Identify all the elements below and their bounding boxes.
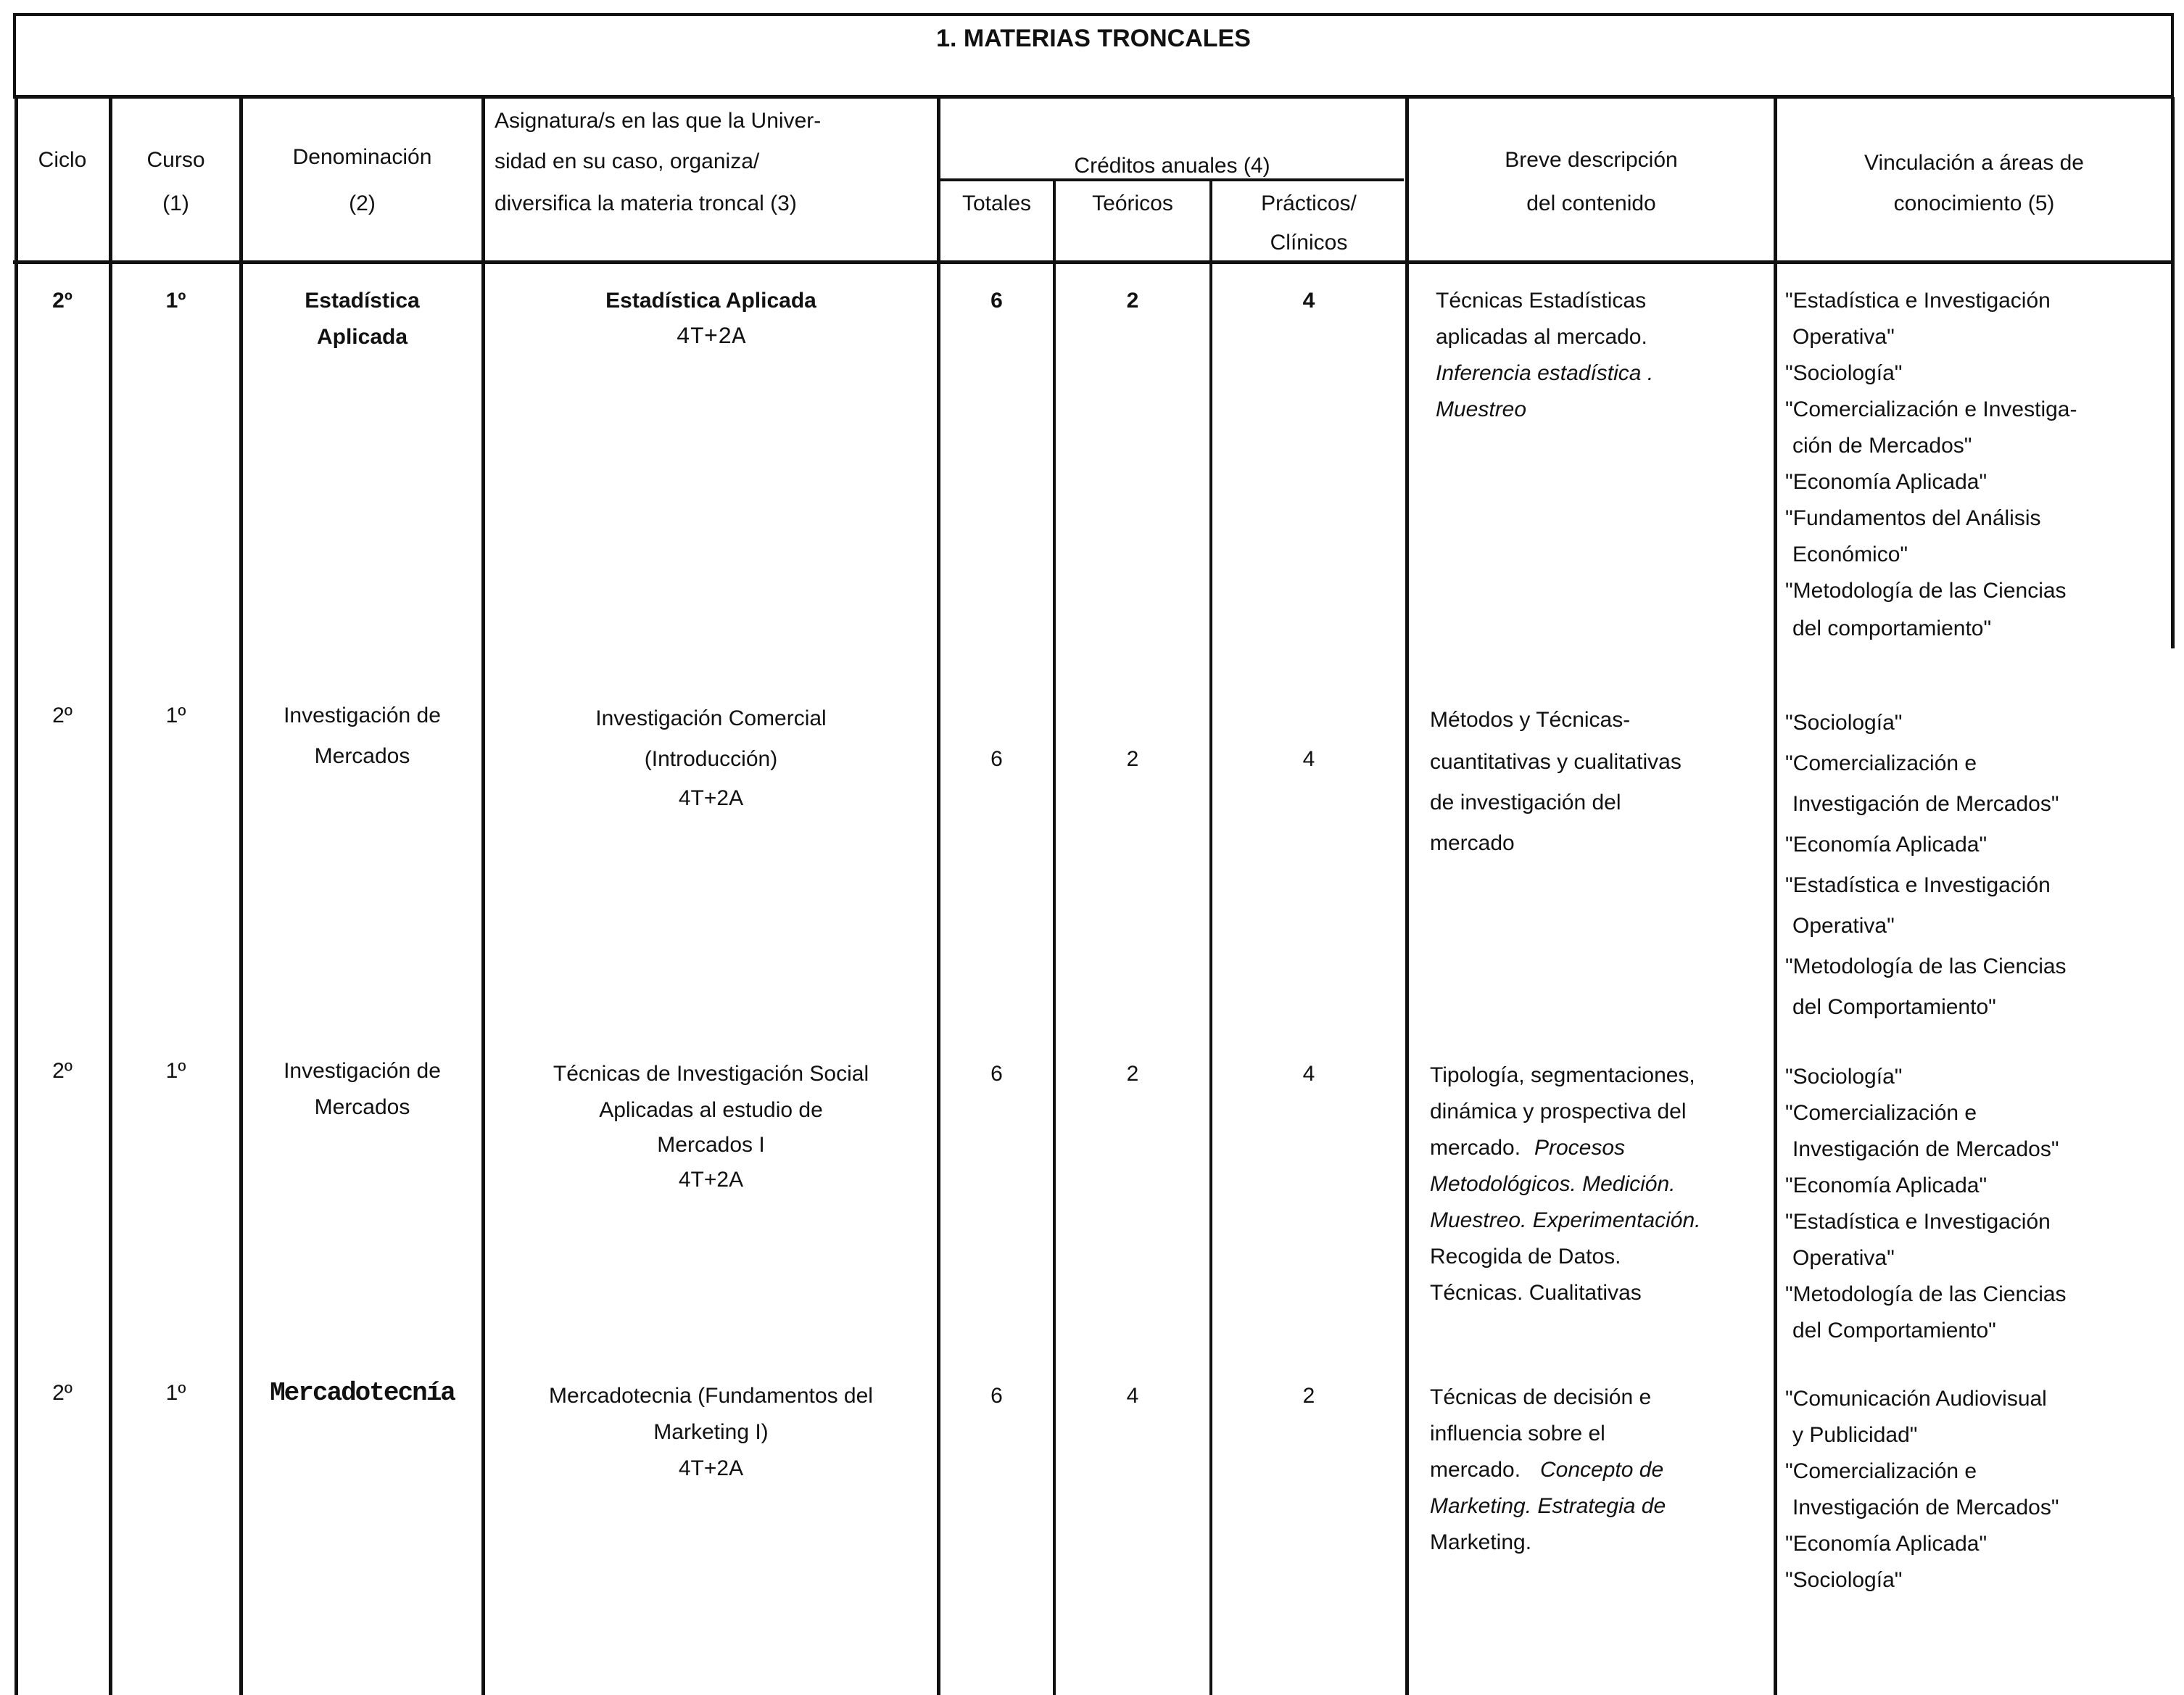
cell-ciclo: 2º (52, 704, 73, 727)
title-top-border (13, 13, 2174, 16)
cell-vinculacion: Económico" (1792, 543, 1908, 566)
col-line-7 (1405, 97, 1409, 1695)
cell-vinculacion: Investigación de Mercados" (1792, 1496, 2059, 1519)
cell-descripcion: dinámica y prospectiva del (1430, 1100, 1687, 1123)
col-line-8 (1774, 97, 1777, 1695)
cell-vinculacion: "Economía Aplicada" (1785, 1174, 1987, 1197)
cell-vinculacion: "Metodología de las Ciencias (1785, 579, 2067, 603)
cell-denominacion: Mercados (314, 744, 410, 768)
cell-vinculacion: Operativa" (1792, 914, 1895, 938)
cell-asignatura: Técnicas de Investigación Social (553, 1062, 869, 1086)
cell-descripcion: mercado (1430, 831, 1515, 855)
cell-descripcion: Técnicas de decisión e (1430, 1385, 1652, 1409)
cell-ciclo: 2º (52, 289, 73, 313)
cell-practicos: 4 (1302, 1062, 1315, 1086)
cell-vinculacion: "Sociología" (1785, 1568, 1903, 1592)
cell-teoricos: 2 (1126, 747, 1139, 771)
header-practicos: Prácticos/ (1261, 191, 1357, 215)
header-curso: Curso (146, 148, 205, 172)
cell-descripcion: cuantitativas y cualitativas (1430, 750, 1682, 774)
cell-vinculacion: "Sociología" (1785, 361, 1903, 385)
cell-practicos: 4 (1302, 747, 1315, 771)
cell-vinculacion: "Comercialización e (1785, 751, 1977, 775)
header-asignatura-line1: Asignatura/s en las que la Univer- (495, 109, 822, 133)
cell-practicos: 2 (1302, 1384, 1315, 1408)
cell-vinculacion: ción de Mercados" (1792, 434, 1972, 458)
col-line-0 (15, 97, 18, 1695)
cell-denominacion: Mercados (314, 1095, 410, 1119)
cell-vinculacion: Operativa" (1792, 1246, 1895, 1270)
cell-vinculacion: "Comercialización e Investiga- (1785, 397, 2077, 421)
cell-asignatura-credits: 4T+2A (678, 1168, 744, 1192)
cell-descripcion: Muestreo (1436, 397, 1527, 421)
cell-vinculacion: "Sociología" (1785, 1065, 1903, 1089)
cell-descripcion: Marketing. (1430, 1530, 1532, 1554)
header-bottom-border (13, 260, 2174, 264)
cell-asignatura-credits: 4T+2A (678, 786, 744, 810)
col-line-6 (1209, 180, 1212, 1695)
cell-descripcion: Muestreo. Experimentación. (1430, 1208, 1701, 1232)
header-denominacion: Denominación (292, 145, 432, 169)
col-line-4 (937, 97, 940, 1695)
cell-denominacion: Aplicada (316, 325, 408, 349)
header-totales: Totales (961, 191, 1032, 215)
cell-teoricos: 4 (1126, 1384, 1139, 1408)
cell-asignatura: Mercadotecnia (Fundamentos del (549, 1384, 873, 1408)
cell-asignatura: Marketing I) (653, 1420, 769, 1444)
cell-denominacion: Investigación de (284, 1059, 441, 1083)
cell-descripcion: aplicadas al mercado. (1436, 325, 1647, 349)
cell-asignatura-credits: 4T+2A (676, 323, 746, 350)
cell-vinculacion: "Fundamentos del Análisis (1785, 506, 2041, 530)
cell-totales: 6 (990, 289, 1003, 313)
cell-teoricos: 2 (1126, 289, 1139, 313)
cell-descripcion: Métodos y Técnicas- (1430, 708, 1631, 732)
cell-descripcion: Metodológicos. Medición. (1430, 1172, 1676, 1196)
cell-vinculacion: "Sociología" (1785, 711, 1903, 735)
cell-vinculacion: "Estadística e Investigación (1785, 873, 2051, 897)
cell-totales: 6 (990, 747, 1003, 771)
cell-denominacion: Investigación de (284, 704, 441, 727)
cell-teoricos: 2 (1126, 1062, 1139, 1086)
header-asignatura-line3: diversifica la materia troncal (3) (495, 191, 797, 215)
col-line-9 (2171, 97, 2175, 648)
cell-practicos: 4 (1302, 289, 1315, 313)
cell-vinculacion: "Comercialización e (1785, 1459, 1977, 1483)
cell-vinculacion: "Comunicación Audiovisual (1785, 1387, 2047, 1411)
cell-vinculacion: "Economía Aplicada" (1785, 833, 1987, 857)
col-line-5 (1053, 180, 1056, 1695)
title-bottom-border (13, 95, 2174, 99)
cell-vinculacion: "Metodología de las Ciencias (1785, 954, 2067, 978)
header-denominacion-note: (2) (349, 191, 376, 215)
cell-vinculacion: "Estadística e Investigación (1785, 1210, 2051, 1234)
cell-vinculacion: del Comportamiento" (1792, 995, 1996, 1019)
page-title: 1. MATERIAS TRONCALES (936, 25, 1251, 52)
cell-descripcion: Recogida de Datos. (1430, 1245, 1621, 1269)
cell-descripcion: Procesos (1534, 1136, 1626, 1160)
cell-descripcion: Técnicas. Cualitativas (1430, 1281, 1642, 1305)
cell-vinculacion: Investigación de Mercados" (1792, 792, 2059, 816)
header-descripcion: Breve descripción (1505, 148, 1678, 172)
cell-descripcion: de investigación del (1430, 791, 1621, 814)
cell-descripcion: mercado. (1430, 1136, 1521, 1160)
cell-vinculacion: "Economía Aplicada" (1785, 470, 1987, 494)
header-asignatura-line2: sidad en su caso, organiza/ (495, 149, 760, 173)
header-clinicos: Clínicos (1270, 231, 1348, 255)
header-curso-note: (1) (162, 191, 189, 215)
cell-denominacion: Estadística (305, 289, 420, 313)
header-teoricos: Teóricos (1092, 191, 1173, 215)
cell-vinculacion: del Comportamiento" (1792, 1319, 1996, 1343)
cell-ciclo: 2º (52, 1059, 73, 1083)
cell-curso: 1º (165, 704, 186, 727)
cell-descripcion: influencia sobre el (1430, 1422, 1605, 1446)
cell-asignatura: Mercados I (657, 1133, 765, 1157)
cell-curso: 1º (165, 1381, 186, 1405)
cell-descripcion: mercado. (1430, 1458, 1521, 1482)
header-vinculacion: Vinculación a áreas de (1864, 151, 2084, 175)
cell-descripcion: Inferencia estadística . (1436, 361, 1654, 385)
cell-curso: 1º (165, 289, 186, 313)
cell-vinculacion: y Publicidad" (1792, 1423, 1918, 1447)
cell-vinculacion: "Metodología de las Ciencias (1785, 1282, 2067, 1306)
cell-totales: 6 (990, 1062, 1003, 1086)
col-line-1 (109, 97, 112, 1695)
cell-asignatura: Aplicadas al estudio de (599, 1098, 823, 1122)
cell-vinculacion: Investigación de Mercados" (1792, 1137, 2059, 1161)
cell-asignatura: Estadística Aplicada (605, 289, 816, 313)
cell-totales: 6 (990, 1384, 1003, 1408)
header-creditos: Créditos anuales (4) (1074, 154, 1270, 178)
header-vinculacion-2: conocimiento (5) (1893, 191, 2055, 215)
cell-descripcion: Concepto de (1540, 1458, 1664, 1482)
cell-vinculacion: "Comercialización e (1785, 1101, 1977, 1125)
cell-vinculacion: Operativa" (1792, 325, 1895, 349)
cell-descripcion: Técnicas Estadísticas (1436, 289, 1647, 313)
cell-asignatura-credits: 4T+2A (678, 1456, 744, 1480)
cell-curso: 1º (165, 1059, 186, 1083)
header-descripcion-2: del contenido (1526, 191, 1656, 215)
cell-asignatura: Investigación Comercial (595, 706, 827, 730)
cell-denominacion: Mercadotecnía (270, 1378, 455, 1408)
cell-asignatura: (Introducción) (644, 747, 778, 771)
cell-descripcion: Marketing. Estrategia de (1430, 1494, 1666, 1518)
cell-vinculacion: del comportamiento" (1792, 616, 1992, 640)
header-ciclo: Ciclo (38, 148, 87, 172)
cell-vinculacion: "Estadística e Investigación (1785, 289, 2051, 313)
cell-ciclo: 2º (52, 1381, 73, 1405)
cell-vinculacion: "Economía Aplicada" (1785, 1532, 1987, 1556)
cell-descripcion: Tipología, segmentaciones, (1430, 1063, 1695, 1087)
